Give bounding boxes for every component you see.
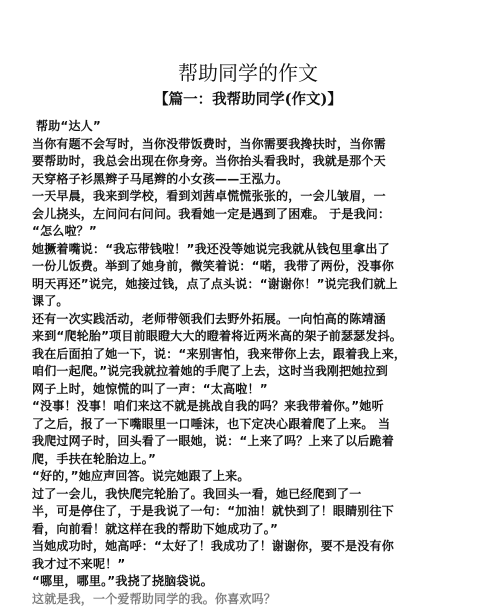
article-line: 课了。 <box>32 293 472 311</box>
article-line: 我在后面拍了她一下，说：“来别害怕，我来带你上去，跟着我上来， <box>32 346 472 364</box>
article-line: 当你有题不会写时，当你没带饭费时，当你需要我搀扶时，当你需 <box>32 136 472 154</box>
article-line: 看，向前看！就这样在我的帮助下她成功了。” <box>32 521 472 539</box>
article-line: 要帮助时，我总会出现在你身旁。当你抬头看我时，我就是那个天 <box>32 153 472 171</box>
article-line: 当她成功时，她高呼：“太好了！我成功了！谢谢你，要不是没有你 <box>32 538 472 556</box>
article-line: 咱们一起爬。”说完我就拉着她的手爬了上去，这时当我刚把她拉到 <box>32 363 472 381</box>
article-line: 这就是我，一个爱帮助同学的我。你喜欢吗？ <box>32 591 472 608</box>
article-line: 明天再还”说完，她接过钱，点了点头说：“谢谢你！”说完我们就上 <box>32 276 472 294</box>
document-title: 帮助同学的作文 <box>0 60 496 86</box>
article-line: 一天早晨，我来到学校，看到刘茜卓慌慌张张的，一会儿皱眉，一 <box>32 188 472 206</box>
section-title: 【篇一：我帮助同学(作文)】 <box>0 90 496 110</box>
article-line: 我才过不来呢！” <box>32 556 472 574</box>
article-line: 天穿格子衫黑辫子马尾辫的小女孩——王泓力。 <box>32 171 472 189</box>
article-line: 来到“爬轮胎”项目前眼瞪大大的瞪着将近两米高的架子前瑟瑟发抖。 <box>32 328 472 346</box>
article-line: 半，可是停住了，于是我说了一句：“加油！就快到了！眼睛别往下 <box>32 503 472 521</box>
article-line: 帮助“达人” <box>32 118 472 136</box>
article-line: 会儿挠头，左问问右问问。我看她一定是遇到了困难。 于是我问： <box>32 206 472 224</box>
article-line: 过了一会儿，我快爬完轮胎了。我回头一看，她已经爬到了一 <box>32 486 472 504</box>
article-line: 还有一次实践活动，老师带领我们去野外拓展。一向怕高的陈靖涵 <box>32 311 472 329</box>
article-line: 了之后，报了一下嘴眼里一口唾沫，也下定决心跟着爬了上来。 当 <box>32 416 472 434</box>
article-line: “好的，”她应声回答。说完她跟了上来。 <box>32 468 472 486</box>
article-line: 我爬过网子时，回头看了一眼她，说：“上来了吗？上来了以后跪着 <box>32 433 472 451</box>
article-line: 爬，手扶在轮胎边上。” <box>32 451 472 469</box>
article-line: 网子上时，她惊慌的叫了一声：“太高啦！” <box>32 381 472 399</box>
article-line: “哪里，哪里。”我挠了挠脑袋说。 <box>32 573 472 591</box>
article-line: 一份儿饭费。举到了她身前，微笑着说：“喏，我带了两份，没事你 <box>32 258 472 276</box>
article-line: “怎么啦？” <box>32 223 472 241</box>
article-body <box>32 118 472 608</box>
article-line: 她撅着嘴说：“我忘带钱啦！”我还没等她说完我就从钱包里拿出了 <box>32 241 472 259</box>
article-line: “没事！没事！咱们来这不就是挑战自我的吗？来我带着你。”她听 <box>32 398 472 416</box>
